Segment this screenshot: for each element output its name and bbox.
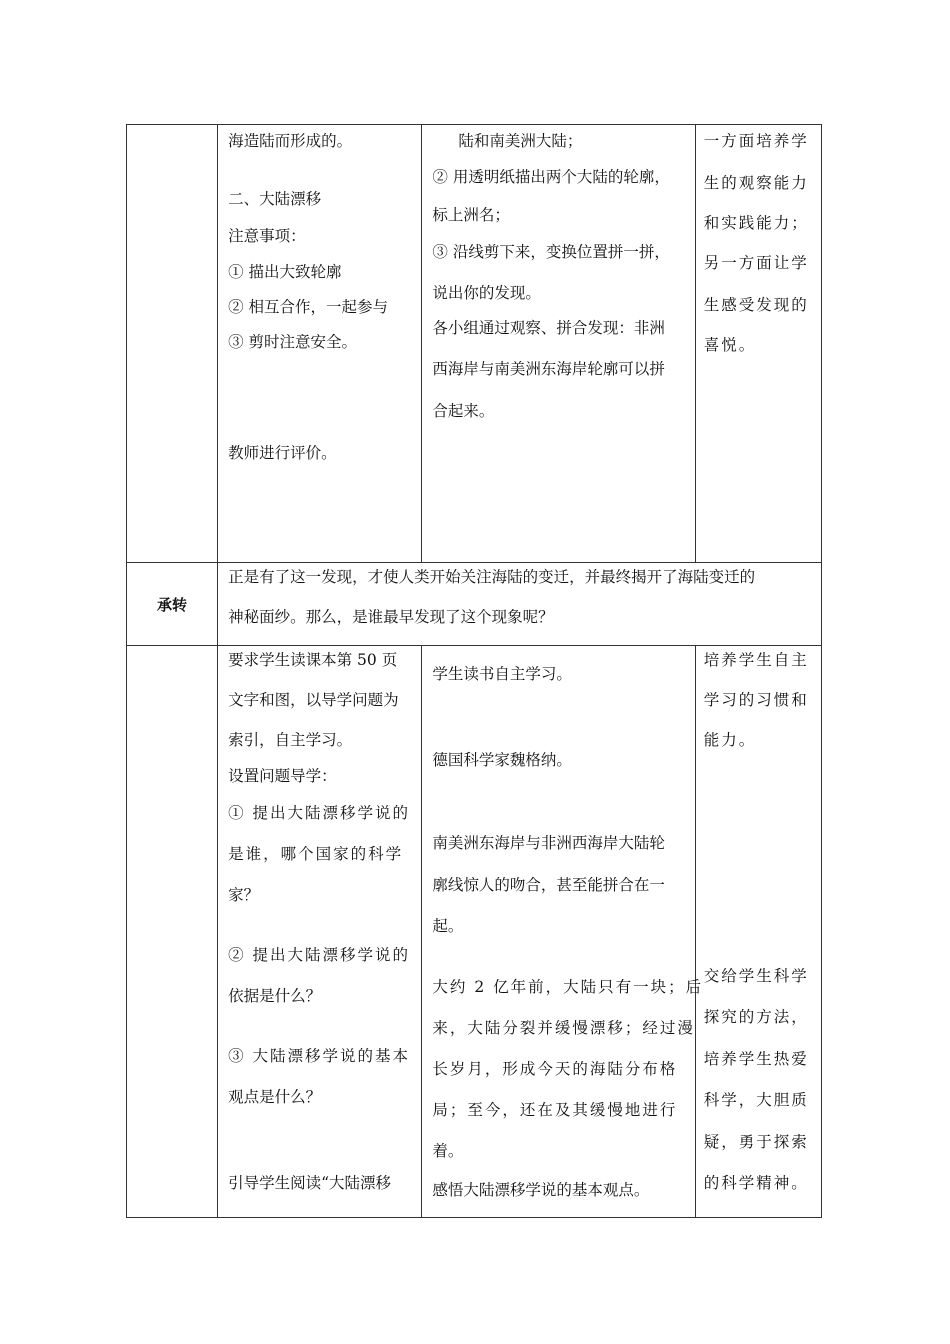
student-line: 大约 2 亿年前，大陆只有一块；后: [432, 978, 704, 996]
intent-line: 生的观察能力: [703, 174, 809, 192]
teacher-line: 引导学生阅读“大陆漂移: [228, 1174, 392, 1192]
teacher-activity-cell: [218, 125, 422, 563]
student-line: 感悟大陆漂移学说的基本观点。: [432, 1181, 650, 1199]
teacher-line: 索引，自主学习。: [228, 731, 353, 749]
teacher-line: 二、大陆漂移: [228, 190, 322, 208]
transition-line: 正是有了这一发现，才使人类开始关注海陆的变迁，并最终揭开了海陆变迁的: [228, 568, 756, 586]
transition-text-cell: [218, 563, 822, 646]
student-line: 学生读书自主学习。: [432, 665, 572, 683]
intent-line: 学习的习惯和: [703, 691, 809, 709]
intent-line: 疑，勇于探索: [703, 1133, 809, 1151]
student-line: 起。: [432, 917, 464, 935]
intent-line: 探究的方法，: [703, 1008, 809, 1026]
teacher-line: 海造陆而形成的。: [228, 132, 353, 150]
teacher-line: 文字和图，以导学问题为: [228, 691, 399, 709]
teacher-line: ③ 大陆漂移学说的基本: [228, 1047, 411, 1065]
teacher-line: 观点是什么？: [228, 1088, 322, 1106]
table-row: [127, 125, 822, 563]
design-intent-cell: [695, 125, 821, 563]
student-line: 说出你的发现。: [432, 284, 541, 302]
student-line: 来，大陆分裂并缓慢漂移；经过漫: [432, 1019, 695, 1037]
teacher-line: 要求学生读课本第 50 页: [228, 651, 398, 669]
intent-line: 和实践能力；: [703, 214, 809, 232]
student-activity-cell: [422, 125, 695, 563]
teacher-line: ① 描出大致轮廓: [228, 263, 342, 281]
student-line: 标上洲名；: [432, 206, 510, 224]
student-line: 西海岸与南美洲东海岸轮廓可以拼: [432, 360, 665, 378]
stage-label-cell: [127, 125, 218, 563]
intent-line: 科学，大胆质: [703, 1091, 809, 1109]
intent-line: 另一方面让学: [703, 254, 809, 272]
table-row: [127, 563, 822, 646]
teacher-line: 依据是什么？: [228, 987, 322, 1005]
student-line: ② 用透明纸描出两个大陆的轮廓，: [432, 168, 670, 186]
teacher-line: 设置问题导学：: [228, 767, 337, 785]
student-line: 德国科学家魏格纳。: [432, 751, 572, 769]
student-line: 廓线惊人的吻合，甚至能拼合在一: [432, 876, 665, 894]
stage-label-cell: [127, 646, 218, 1218]
table-row: [127, 646, 822, 1218]
stage-label-transition: 承转: [127, 563, 218, 646]
intent-line: 一方面培养学: [703, 132, 809, 150]
teacher-line: 教师进行评价。: [228, 444, 337, 462]
teacher-activity-cell: [218, 646, 422, 1218]
student-line: 长岁月，形成今天的海陆分布格: [432, 1060, 678, 1078]
transition-line: 神秘面纱。那么，是谁最早发现了这个现象呢？: [228, 608, 554, 626]
student-line: 局；至今，还在及其缓慢地进行: [432, 1101, 678, 1119]
intent-line: 交给学生科学: [703, 967, 809, 985]
teacher-line: ③ 剪时注意安全。: [228, 333, 358, 351]
student-line: 各小组通过观察、拼合发现：非洲: [432, 319, 665, 337]
teacher-line: 家？: [228, 886, 260, 904]
student-activity-cell: [422, 646, 704, 1218]
student-line: 南美洲东海岸与非洲西海岸大陆轮: [432, 834, 665, 852]
student-line: 陆和南美洲大陆；: [458, 132, 583, 150]
design-intent-cell: [695, 646, 821, 1218]
teacher-line: ② 相互合作，一起参与: [228, 298, 389, 316]
intent-line: 生感受发现的: [703, 296, 809, 314]
intent-line: 培养学生自主: [703, 651, 809, 669]
intent-line: 喜悦。: [703, 336, 757, 354]
teacher-line: ② 提出大陆漂移学说的: [228, 946, 411, 964]
intent-line: 能力。: [703, 731, 757, 749]
teacher-line: 是谁，哪个国家的科学: [228, 845, 404, 863]
lesson-plan-table: [126, 124, 822, 1218]
teacher-line: 注意事项：: [228, 227, 306, 245]
student-line: ③ 沿线剪下来，变换位置拼一拼，: [432, 243, 670, 261]
student-line: 合起来。: [432, 402, 495, 420]
intent-line: 培养学生热爱: [703, 1050, 809, 1068]
student-line: 着。: [432, 1142, 464, 1160]
teacher-line: ① 提出大陆漂移学说的: [228, 804, 411, 822]
intent-line: 的科学精神。: [703, 1174, 809, 1192]
